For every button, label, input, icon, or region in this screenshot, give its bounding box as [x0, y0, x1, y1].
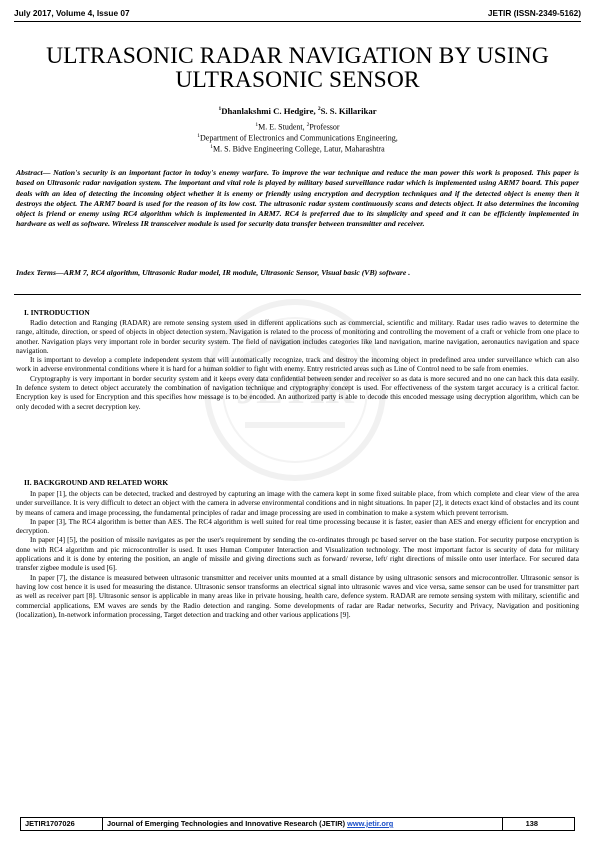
aff-sup: 2 [306, 122, 310, 128]
paper-title [20, 44, 575, 92]
author-1-sup: 1 [218, 106, 222, 113]
footer-divider [502, 818, 503, 830]
author-2-sup: 2 [317, 106, 321, 113]
aff-institution: M. S. Bidve Engineering College, Latur, Maharashtra [213, 144, 385, 154]
aff-role-1: M. E. Student, [258, 122, 307, 132]
aff-sup: 1 [210, 144, 214, 150]
abstract: Abstract— Nation's security is an important factor in today's enemy warfare. To improve the war technique and reduce the man power this work is proposed. This paper is based on Ultrasonic radar navigation system. The important and vital role is played by military based surveillance radar which is implemented using ARM7 board. This paper deals with an idea of detecting the incoming object whether it is enemy or friendly using encryption and decryption techniques and if the detected object is enemy then it destroys the object. The ARM7 board is used for the reason of its low cost. The ultrasonic radar system continuously scans and detects object. It also determines the incoming object is friend or enemy using RC4 algorithm which is implemented in ARM7. RC4 is preferred due to its simplicity and speed and it can be efficiently implemented in hardware as well as software. Wireless IR transceiver module is used for security data transfer between transmitter and receiver. [16, 168, 579, 229]
paragraph: Cryptography is very important in border security system and it keeps every data confidential between sender and receiver so as data is more secured and no one can hack this data easily. In defence system to detect object accurately the combination of navigation technique and cryptography concept is used. For effectiveness of the system target accuracy is a critical factor. Encryption key is used for Encryption and this specifies how message is to be encoded. An authorized party is able to decode this encoded message using decryption algorithm, which can be only decoded with a secret decryption key. [16, 373, 579, 411]
page-number: 138 [525, 819, 538, 828]
aff-department: Department of Electronics and Communications Engineering, [200, 133, 398, 143]
section-heading-background: II. BACKGROUND AND RELATED WORK [24, 478, 169, 487]
title-line-2: ULTRASONIC SENSOR [175, 67, 420, 93]
paragraph: Radio detection and Ranging (RADAR) are remote sensing system used in different applications such as commercial, scientific and military. Radar uses radio waves to determine the range, altitude, direction, or speed of objects in object detection system. Navigation is related to the process of monitoring and controlling the movement of a craft or vehicle from one place to another. Navigation plays very important role in border security system. The field of navigation includes categories like land navigation, marine navigation, aeronautics navigation and space navigation. [16, 318, 579, 355]
section-background-body [16, 489, 579, 619]
section-heading-introduction: I. INTRODUCTION [24, 308, 90, 317]
journal-url-link[interactable]: www.jetir.org [347, 819, 394, 828]
paragraph: In paper [3], The RC4 algorithm is better than AES. The RC4 algorithm is well suited for real time processing because it is faster, easier than AES and energy efficient for encryption and decryption. [16, 516, 579, 536]
aff-sup: 1 [255, 122, 259, 128]
running-header [14, 8, 581, 20]
title-line-1: ULTRASONIC RADAR NAVIGATION BY USING [46, 43, 549, 69]
paragraph: In paper [1], the objects can be detected, tracked and destroyed by capturing an image with the camera kept in some fixed suitable place, from which complete and clear view of the area under surveillance. It is very difficult to detect an object with the camera in adverse environmental conditions and in night situations. In paper [2], it detects exact kind of obstacles and its count by means of camera and image processing, the fundamental principles of radar and image processing are used in combination to make a system which prevent terrorism. [16, 489, 579, 517]
paragraph: In paper [7], the distance is measured between ultrasonic transmitter and receiver units mounted at a small distance by using ultrasonic sensors and microcontroller. Ultrasonic sensor is having low cost hence it is used for measuring the distance. Ultrasonic sensor transforms an electrical signal into ultrasonic waves and vice versa, same sensor can be used for transmitter part as well as receiver part [8]. Ultrasonic sensor is applicable in many areas like in private housing, health care, defence system. RADAR are remote sensing system with military, scientific and commercial applications, EM waves are sends by the Radio detection and ranging. Some developments of radar are Radar networks, Security and Privacy, Navigation and positioning (localization), In-network information processing, Target detection and tracking and other various applications [9]. [16, 572, 579, 619]
aff-role-2: Professor [309, 122, 340, 132]
header-rule [14, 21, 581, 22]
author-2: S. S. Killarikar [320, 106, 377, 116]
paragraph: It is important to develop a complete independent system that will automatically recognize, track and destroy the incoming object in predefined area under surveillance which can also work in adverse environmental conditions where it is hard for a human soldier to fight with enemy. Entry restricted areas such as Line of Control need to be safe from enemies. [16, 355, 579, 374]
page-footer [20, 817, 575, 831]
issue-info: July 2017, Volume 4, Issue 07 [14, 8, 130, 18]
journal-title: Journal of Emerging Technologies and Innovative Research (JETIR) [107, 819, 348, 828]
footer-divider [102, 818, 103, 830]
watermark-text: JETIR [236, 367, 354, 412]
issn-info: JETIR (ISSN-2349-5162) [487, 8, 581, 18]
section-introduction-body [16, 318, 579, 411]
paragraph: In paper [4] [5], the position of missile navigates as per the user's requirement by sending the co-ordinates through pc based server on the base station. For security purpose encryption is done with RC4 algorithm and pic microcontroller is used. It uses Human Computer Interaction and Visualization technology. The most important factor is security of data for military applications and it is done by entering the position, an angle of missile and giving directions such as forward/ reverse, left/ right directions of missile onto user interface. For secured data transfer zigbee module is used [6]. [16, 535, 579, 573]
author-1: Dhanlakshmi C. Hedgire, [221, 106, 318, 116]
article-code: JETIR1707026 [25, 819, 75, 828]
aff-sup: 1 [197, 133, 200, 139]
journal-name [107, 819, 393, 828]
index-terms: Index Terms—ARM 7, RC4 algorithm, Ultrasonic Radar model, IR module, Ultrasonic Sensor, Visual basic (VB) software . [16, 268, 411, 277]
affiliation-line-3 [0, 142, 595, 155]
author-list [0, 106, 595, 116]
